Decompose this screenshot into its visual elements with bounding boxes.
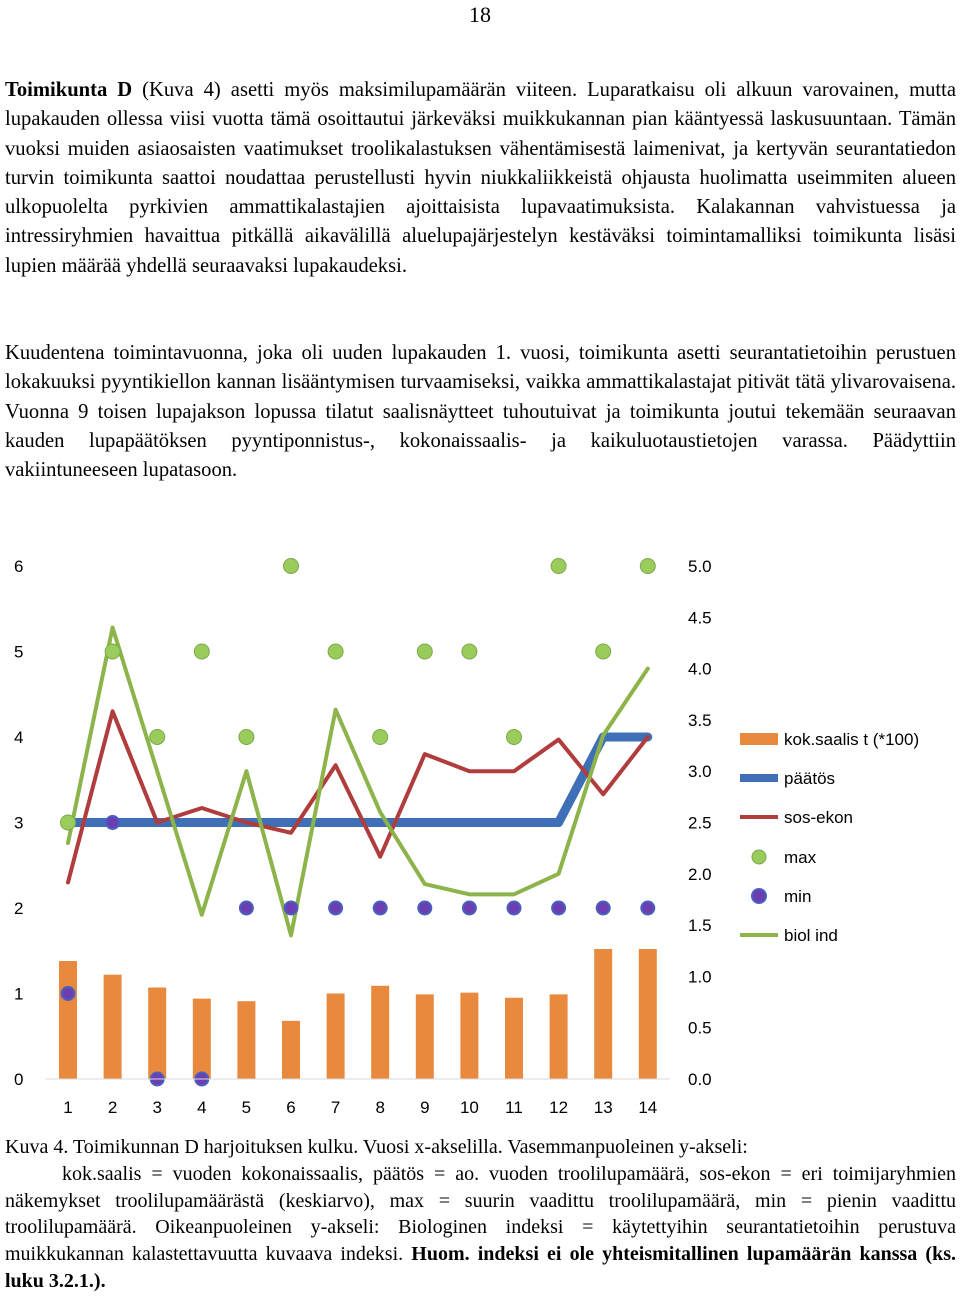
page-number: 18 xyxy=(469,2,491,27)
marker-max xyxy=(507,730,522,745)
y-right-tick-label: 5.0 xyxy=(688,557,712,576)
y-left-tick-label: 3 xyxy=(14,813,24,833)
y-right-tick-label: 4.0 xyxy=(688,659,712,679)
bar-kok-saalis xyxy=(282,1021,300,1079)
body-paragraph-2: Kuudentena toimintavuonna, joka oli uuden lupakauden 1. vuosi, toimikunta asetti seurantatietoihin perustuen lokakuuksi pyyntikiellon kannan lisääntymisen turvaamiseksi, vaikka ammattikalastajat pitivät tätä ylivarovaisena. Vuonna 9 toisen lupajakson lopussa tilatut saalisnäytteet tuhoutuivat ja toimikunta joutui tekemään seuraavan kauden lupapäätöksen pyyntiponnistus-, kokonaissaalis- ja kaikuluotaustietojen varassa. Päädyttiin vakiintuneeseen lupatasoon. xyxy=(5,342,956,482)
caption-body: kok.saalis = vuoden kokonaissaalis, päätös = ao. vuoden troolilupamäärä, sos-ekon = eri toimijaryhmien näkemykset troolilupamäärästä (keskiarvo), max = suurin vaadittu troolilupamäärä, min = pienin vaadittu troolilupamäärä. Oikeanpuoleinen y-akseli: Biologinen indeksi = käytettyihin seurantatietoihin perustuva muikkukannan kalastettavuutta kuvaava indeksi. xyxy=(5,1162,956,1266)
legend-label: sos-ekon xyxy=(784,808,853,827)
marker-min xyxy=(418,902,431,915)
x-tick-label: 1 xyxy=(63,1098,73,1117)
y-right-tick-label: 4.5 xyxy=(688,608,712,628)
x-tick-label: 6 xyxy=(286,1098,296,1117)
x-tick-label: 13 xyxy=(593,1098,613,1117)
x-tick-label: 11 xyxy=(505,1098,523,1117)
y-right-tick-label: 2.0 xyxy=(688,864,712,884)
y-left-tick-label: 6 xyxy=(14,557,24,576)
marker-min xyxy=(285,902,298,915)
marker-min xyxy=(552,902,565,915)
legend-label: max xyxy=(784,848,817,867)
y-right-tick-label: 1.0 xyxy=(688,967,712,987)
x-tick-label: 10 xyxy=(459,1098,479,1117)
caption-line-1: Kuva 4. Toimikunnan D harjoituksen kulku. Vuosi x-akselilla. Vasemmanpuoleinen y-akseli: xyxy=(5,1136,748,1158)
marker-max xyxy=(373,730,388,745)
marker-min xyxy=(374,902,387,915)
marker-max xyxy=(417,644,432,659)
y-right-tick-label: 3.0 xyxy=(688,762,712,782)
x-tick-label: 14 xyxy=(638,1098,658,1117)
y-left-tick-label: 2 xyxy=(14,899,24,918)
figure-caption xyxy=(5,1134,956,1295)
y-right-tick-label: 3.5 xyxy=(688,710,712,730)
y-left-tick-label: 1 xyxy=(14,984,24,1004)
y-left-tick-label: 0 xyxy=(14,1070,24,1089)
bar-kok-saalis xyxy=(550,994,568,1079)
legend-label: kok.saalis t (*100) xyxy=(784,730,920,749)
y-right-tick-label: 0.0 xyxy=(688,1070,712,1089)
bar-kok-saalis xyxy=(371,986,389,1079)
marker-max xyxy=(239,730,254,745)
bar-kok-saalis xyxy=(237,1001,255,1079)
bar-kok-saalis xyxy=(505,998,523,1079)
marker-max xyxy=(105,644,120,659)
plot-area xyxy=(59,559,657,1086)
line-biol-ind xyxy=(68,628,648,936)
marker-max xyxy=(150,730,165,745)
legend-label: päätös xyxy=(784,769,836,788)
marker-min xyxy=(508,902,521,915)
bar-kok-saalis xyxy=(104,975,122,1079)
paragraph-lead: Toimikunta D xyxy=(5,79,133,101)
bar-kok-saalis xyxy=(193,999,211,1079)
caption-note: Huom. indeksi ei ole yhteismitallinen lupamäärän kanssa (ks. luku 3.2.1.). xyxy=(5,1243,956,1292)
y-left-tick-label: 4 xyxy=(14,728,24,747)
bar-kok-saalis xyxy=(594,949,612,1079)
marker-max xyxy=(194,644,209,659)
y-right-tick-label: 0.5 xyxy=(688,1018,712,1038)
marker-min xyxy=(597,902,610,915)
marker-max xyxy=(551,559,566,574)
bar-kok-saalis xyxy=(639,949,657,1079)
marker-max xyxy=(61,815,76,830)
paragraph-text: (Kuva 4) asetti myös maksimilupamäärän viiteen. Luparatkaisu oli alkuun varovainen, mutta lupakauden ollessa viisi vuotta tämä osoittautui järkeväksi muikkukannan pian kääntyessä laskusuuntaan. Tämän vuoksi muiden asiaosaisten vaatimukset troolikalastuksen vähentämisestä laimenivat, ja kertyvän seurantatiedon turvin toimikunta saattoi noudattaa perustellusti hyvin niukkaliikkeistä ohjausta huolimatta useimmiten alueen ulkopuolelta pyrkivien ammattikalastajien ajoittaisista lupavaatimuksista. Kalakannan vahvistuessa ja intressiryhmien havaittua pitkällä aikavälillä aluelupajärjestelyn kestäväksi toimintamalliksi toimikunta lisäsi lupien määrää yhdellä seuraavaksi lupakaudeksi. xyxy=(5,79,956,277)
x-tick-label: 2 xyxy=(107,1098,118,1117)
body-paragraph-1 xyxy=(5,76,956,281)
x-tick-label: 12 xyxy=(549,1098,569,1117)
marker-max xyxy=(328,644,343,659)
marker-min xyxy=(106,816,119,829)
marker-min xyxy=(641,902,654,915)
bar-kok-saalis xyxy=(59,961,77,1079)
x-tick-label: 9 xyxy=(420,1098,430,1117)
legend-label: min xyxy=(784,887,812,906)
x-tick-label: 5 xyxy=(241,1098,252,1117)
marker-max xyxy=(596,644,611,659)
marker-min xyxy=(329,902,342,915)
x-tick-label: 8 xyxy=(375,1098,385,1117)
y-left-tick-label: 5 xyxy=(14,642,24,662)
x-tick-label: 3 xyxy=(152,1098,162,1117)
bar-kok-saalis xyxy=(327,994,345,1080)
x-tick-label: 4 xyxy=(197,1098,207,1117)
y-right-tick-label: 2.5 xyxy=(688,813,712,833)
marker-min xyxy=(62,987,75,1000)
y-right-tick-label: 1.5 xyxy=(688,916,712,936)
figure-4-chart xyxy=(0,545,960,1130)
marker-min xyxy=(463,902,476,915)
marker-max xyxy=(462,644,477,659)
marker-max xyxy=(640,559,655,574)
bar-kok-saalis xyxy=(148,988,166,1079)
x-tick-label: 7 xyxy=(330,1098,341,1117)
legend-swatch-bar xyxy=(740,733,778,745)
bar-kok-saalis xyxy=(416,994,434,1079)
marker-max xyxy=(284,559,299,574)
legend-label: biol ind xyxy=(784,926,838,945)
legend-swatch-marker xyxy=(752,889,766,903)
legend-swatch-marker xyxy=(752,850,766,864)
marker-min xyxy=(240,902,253,915)
bar-kok-saalis xyxy=(460,993,478,1079)
legend xyxy=(740,730,919,945)
